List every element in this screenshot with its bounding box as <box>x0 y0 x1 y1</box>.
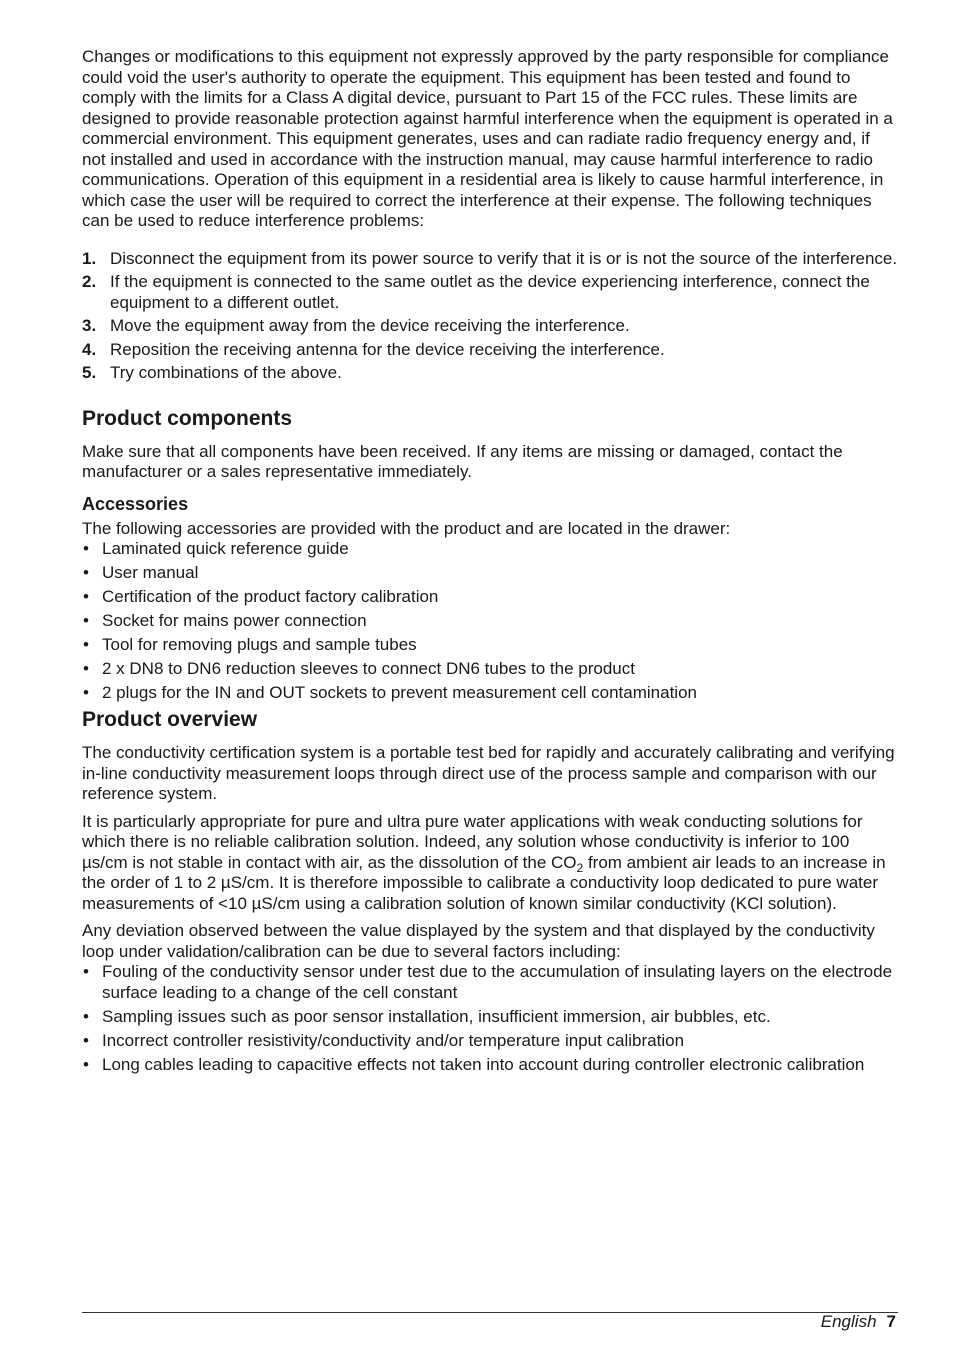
list-item <box>82 539 898 560</box>
list-item-text: 2 plugs for the IN and OUT sockets to prevent measurement cell contamination <box>102 683 697 702</box>
overview-paragraph-2 <box>82 812 898 915</box>
overview-paragraph-1: The conductivity certification system is a portable test bed for rapidly and accurately calibrating and verifying in-line conductivity measurement loops through direct use of the process sample and comparison with our reference system. <box>82 743 895 803</box>
fcc-intro-paragraph: Changes or modifications to this equipment not expressly approved by the party responsible for compliance could void the user's authority to operate the equipment. This equipment has been tested and found to comply with the limits for a Class A digital device, pursuant to Part 15 of the FCC rules. These limits are designed to provide reasonable protection against harmful interference when the equipment is operated in a commercial environment. This equipment generates, uses and can radiate radio frequency energy and, if not installed and used in accordance with the instruction manual, may cause harmful interference to radio communications. Operation of this equipment in a residential area is likely to cause harmful interference, in which case the user will be required to correct the interference at their expense. The following techniques can be used to reduce interference problems: <box>82 47 893 230</box>
list-item <box>82 587 898 608</box>
step-text: Try combinations of the above. <box>110 363 342 382</box>
list-item <box>82 340 898 361</box>
bullet-icon: • <box>83 539 89 558</box>
list-item <box>82 1007 898 1028</box>
list-item-text: Fouling of the conductivity sensor under test due to the accumulation of insulating layers on the electrode surface leading to a change of the cell constant <box>102 962 893 1002</box>
bullet-icon: • <box>83 1030 89 1050</box>
list-item <box>82 611 898 632</box>
overview-paragraph-3: Any deviation observed between the value displayed by the system and that displayed by the conductivity loop under validation/calibration can be due to several factors including: <box>82 921 875 961</box>
list-item <box>82 635 898 656</box>
step-number: 5. <box>82 363 97 382</box>
step-number: 2. <box>82 272 97 291</box>
page-footer <box>821 1312 896 1332</box>
document-body <box>82 47 898 1079</box>
co2-subscript: 2 <box>576 860 584 875</box>
list-item <box>82 563 898 584</box>
bullet-icon: • <box>83 635 89 654</box>
bullet-icon: • <box>83 1006 89 1026</box>
page-number: 7 <box>886 1312 896 1331</box>
list-item <box>82 363 898 384</box>
deviation-factors-list <box>82 962 898 1075</box>
step-text: If the equipment is connected to the same outlet as the device experiencing interference, connect the equipment to a different outlet. <box>110 272 870 312</box>
list-item <box>82 683 898 704</box>
list-item <box>82 272 898 313</box>
product-components-heading: Product components <box>82 406 293 430</box>
step-number: 3. <box>82 316 97 335</box>
list-item-text: Socket for mains power connection <box>102 611 367 630</box>
accessories-list <box>82 539 898 704</box>
accessories-paragraph: The following accessories are provided with the product and are located in the drawer: <box>82 518 731 538</box>
list-item-text: Sampling issues such as poor sensor installation, insufficient immersion, air bubbles, etc. <box>102 1006 771 1026</box>
bullet-icon: • <box>83 1054 89 1074</box>
accessories-heading: Accessories <box>82 493 189 514</box>
list-item <box>82 1055 898 1076</box>
overview-paragraph-2-start: It is particularly appropriate for pure and ultra pure water applications with weak conducting solutions for which there is no reliable calibration solution. Indeed, any solution whose conductivity is inferior to 100 µs/cm is not stable in contact with air, as the dissolution of the CO <box>82 811 863 872</box>
list-item <box>82 962 898 1003</box>
list-item <box>82 659 898 680</box>
list-item-text: Tool for removing plugs and sample tubes <box>102 635 417 654</box>
bullet-icon: • <box>83 962 89 981</box>
list-item-text: 2 x DN8 to DN6 reduction sleeves to connect DN6 tubes to the product <box>102 659 635 678</box>
interference-steps-list <box>82 249 898 384</box>
list-item <box>82 249 898 270</box>
bullet-icon: • <box>83 611 89 630</box>
step-number: 1. <box>82 248 97 268</box>
footer-divider <box>82 1312 898 1313</box>
step-number: 4. <box>82 339 97 359</box>
bullet-icon: • <box>83 563 89 582</box>
bullet-icon: • <box>83 659 89 678</box>
components-paragraph: Make sure that all components have been received. If any items are missing or damaged, contact the manufacturer or a sales representative immediately. <box>82 441 843 481</box>
footer-language: English <box>820 1312 877 1331</box>
list-item-text: User manual <box>102 563 199 582</box>
list-item-text: Laminated quick reference guide <box>102 539 349 558</box>
list-item-text: Certification of the product factory calibration <box>102 587 439 606</box>
product-overview-heading: Product overview <box>82 708 258 731</box>
step-text: Reposition the receiving antenna for the device receiving the interference. <box>110 339 665 359</box>
list-item <box>82 1031 898 1052</box>
bullet-icon: • <box>83 683 89 702</box>
step-text: Disconnect the equipment from its power source to verify that it is or is not the source of the interference. <box>110 248 898 268</box>
overview-paragraph-2-end: from ambient air leads to an increase in the order of 1 to 2 µS/cm. It is therefore impossible to calibrate a conductivity loop dedicated to pure water measurements of <10 µS/cm using a calibration solution of known similar conductivity (KCl solution). <box>82 852 886 913</box>
list-item-text: Incorrect controller resistivity/conductivity and/or temperature input calibration <box>102 1030 685 1050</box>
bullet-icon: • <box>83 587 89 606</box>
list-item <box>82 316 898 337</box>
step-text: Move the equipment away from the device receiving the interference. <box>110 316 630 335</box>
list-item-text: Long cables leading to capacitive effects not taken into account during controller electronic calibration <box>102 1054 865 1074</box>
